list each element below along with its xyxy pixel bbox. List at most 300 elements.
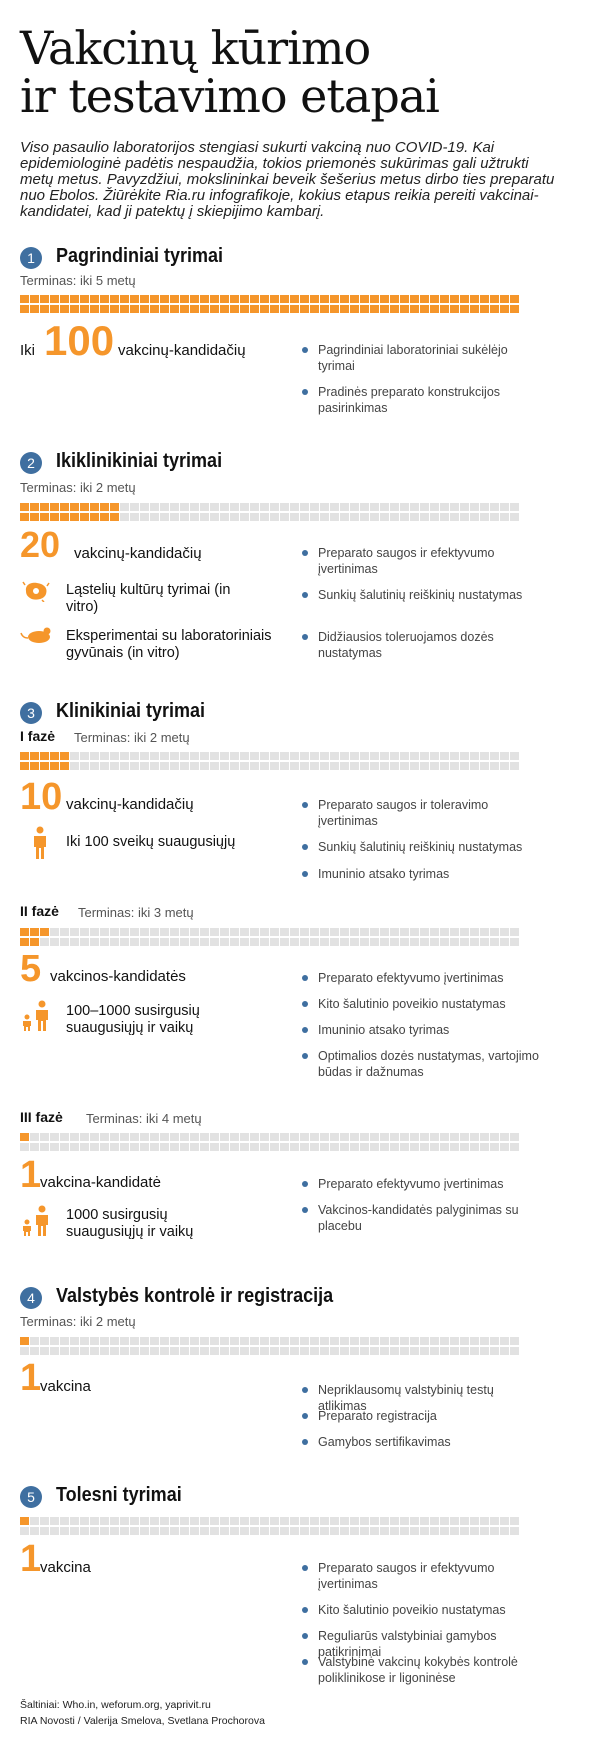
grid-cell [420,752,429,760]
grid-cell [370,1347,379,1355]
grid-cell [40,1143,49,1151]
grid-cell [170,1337,179,1345]
grid-cell [370,928,379,936]
grid-cell [140,762,149,770]
grid-cell [310,1337,319,1345]
grid-cell [90,762,99,770]
grid-cell [180,295,189,303]
grid-cell [460,1347,469,1355]
grid-cell [110,503,119,511]
grid-cell [380,1337,389,1345]
grid-cell [440,1527,449,1535]
grid-cell [420,305,429,313]
grid-cell [470,1143,479,1151]
grid-cell [20,1337,29,1345]
grid-cell [310,928,319,936]
section-5-label: vakcina [40,1559,91,1576]
grid-cell [390,752,399,760]
grid-cell [280,1143,289,1151]
grid-cell [290,752,299,760]
grid-cell [260,938,269,946]
grid-cell [320,1337,329,1345]
grid-cell [40,305,49,313]
grid-cell [260,1337,269,1345]
grid-cell [80,503,89,511]
grid-cell [30,503,39,511]
grid-cell [260,305,269,313]
grid-cell [400,938,409,946]
grid-cell [80,1143,89,1151]
grid-cell [180,1143,189,1151]
grid-cell [370,305,379,313]
adult-child-icon [20,1000,52,1032]
s2-bullet-1: Preparato saugos ir efektyvumo įvertinimas [300,545,540,577]
grid-cell [500,938,509,946]
grid-cell [110,928,119,936]
grid-cell [190,762,199,770]
grid-cell [70,503,79,511]
grid-cell [70,938,79,946]
grid-cell [150,295,159,303]
grid-cell [240,1347,249,1355]
grid-cell [170,513,179,521]
grid-cell [220,752,229,760]
grid-cell [380,305,389,313]
grid-cell [510,295,519,303]
phase-3-label: vakcina-kandidatė [40,1174,161,1191]
grid-cell [210,928,219,936]
grid-cell [410,938,419,946]
grid-cell [90,1517,99,1525]
grid-cell [80,1133,89,1141]
grid-cell [170,503,179,511]
grid-cell [110,938,119,946]
grid-cell [340,1143,349,1151]
grid-cell [120,513,129,521]
grid-cell [360,938,369,946]
grid-cell [100,295,109,303]
grid-cell [120,938,129,946]
grid-cell [210,938,219,946]
grid-cell [20,762,29,770]
grid-cell [360,752,369,760]
grid-cell [90,503,99,511]
grid-cell [250,762,259,770]
grid-cell [150,762,159,770]
p2-bullet-4: Optimalios dozės nustatymas, vartojimo būdas ir dažnumas [300,1048,540,1080]
grid-cell [460,938,469,946]
grid-cell [140,1337,149,1345]
grid-cell [450,305,459,313]
section-5-count: 1 [20,1538,42,1580]
grid-cell [460,928,469,936]
grid-cell [50,752,59,760]
grid-cell [450,1143,459,1151]
grid-cell [220,305,229,313]
section-4-number: 4 [20,1287,42,1309]
grid-cell [470,503,479,511]
grid-cell [390,305,399,313]
grid-cell [140,295,149,303]
section-2-note-2: Eksperimentai su laboratoriniais gyvūnais (in vitro) [66,628,272,661]
grid-cell [30,762,39,770]
grid-cell [220,938,229,946]
grid-cell [470,513,479,521]
grid-cell [140,1143,149,1151]
grid-cell [350,1527,359,1535]
grid-cell [190,305,199,313]
grid-cell [410,305,419,313]
grid-cell [180,513,189,521]
section-1-label: vakcinų-kandidačių [118,342,246,359]
grid-cell [390,1133,399,1141]
grid-cell [360,513,369,521]
grid-cell [150,1527,159,1535]
grid-cell [400,1337,409,1345]
grid-cell [240,938,249,946]
grid-cell [210,1347,219,1355]
grid-cell [300,762,309,770]
grid-cell [280,513,289,521]
grid-cell [120,1347,129,1355]
grid-cell [310,938,319,946]
grid-cell [300,1143,309,1151]
grid-cell [70,513,79,521]
grid-cell [20,1527,29,1535]
footer [20,1697,265,1729]
grid-cell [440,1337,449,1345]
grid-cell [200,762,209,770]
grid-cell [270,1527,279,1535]
grid-cell [240,305,249,313]
grid-cell [240,1337,249,1345]
grid-cell [260,1347,269,1355]
grid-cell [170,928,179,936]
grid-cell [440,1347,449,1355]
s1-bullet-2: Pradinės preparato konstrukcijos pasirinkimas [300,384,540,416]
grid-cell [140,938,149,946]
grid-cell [180,752,189,760]
section-4-count: 1 [20,1357,42,1399]
grid-cell [40,752,49,760]
grid-cell [500,513,509,521]
grid-cell [290,1143,299,1151]
grid-cell [470,752,479,760]
grid-cell [220,1527,229,1535]
grid-cell [480,1143,489,1151]
grid-cell [310,1143,319,1151]
grid-cell [430,938,439,946]
grid-cell [40,928,49,936]
grid-cell [190,938,199,946]
grid-cell [80,1517,89,1525]
grid-cell [250,938,259,946]
grid-cell [380,1527,389,1535]
grid-cell [480,295,489,303]
grid-cell [50,762,59,770]
grid-cell [350,762,359,770]
grid-cell [420,503,429,511]
grid-cell [30,1143,39,1151]
grid-cell [480,1337,489,1345]
grid-cell [330,1347,339,1355]
cell-icon [22,580,50,602]
grid-cell [290,295,299,303]
grid-cell [310,752,319,760]
grid-cell [410,1337,419,1345]
grid-cell [480,305,489,313]
grid-cell [250,928,259,936]
grid-cell [330,928,339,936]
grid-cell [440,938,449,946]
grid-cell [290,503,299,511]
grid-cell [270,513,279,521]
grid-cell [170,752,179,760]
grid-cell [360,305,369,313]
grid-cell [380,1517,389,1525]
grid-cell [90,1347,99,1355]
grid-cell [70,1133,79,1141]
grid-cell [80,938,89,946]
grid-cell [70,295,79,303]
grid-cell [360,295,369,303]
grid-cell [180,1527,189,1535]
grid-cell [120,762,129,770]
grid-cell [410,1527,419,1535]
grid-cell [90,1133,99,1141]
grid-cell [110,513,119,521]
grid-cell [300,1527,309,1535]
grid-cell [440,928,449,936]
grid-cell [200,305,209,313]
grid-cell [340,295,349,303]
grid-cell [80,1337,89,1345]
grid-cell [20,295,29,303]
grid-cell [100,1347,109,1355]
intro-text: Viso pasaulio laboratorijos stengiasi sukurti vakciną nuo COVID-19. Kai epidemiologinė padėtis nespaudžia, tokios priemonės sukūrimas gali užtrukti metų metus. Pavyzdžiui, mokslininkai beveik šešerius metus dirbo ties preparatu nuo Ebolos. Žiūrėkite Ria.ru infografikoje, kokius etapus reikia pereiti vakcinai-kandidatei, kad ji patektų į skiepijimo kambarį. [20,139,555,220]
grid-cell [190,295,199,303]
grid-cell [160,762,169,770]
grid-cell [50,295,59,303]
grid-cell [390,1527,399,1535]
grid-cell [320,295,329,303]
grid-cell [30,938,39,946]
grid-cell [430,1133,439,1141]
grid-cell [290,513,299,521]
grid-cell [40,503,49,511]
grid-cell [210,1143,219,1151]
grid-cell [260,513,269,521]
grid-cell [510,1133,519,1141]
grid-cell [310,1527,319,1535]
title-line-1: Vakcinų kūrimo [20,21,371,75]
grid-cell [90,1527,99,1535]
grid-cell [270,305,279,313]
grid-cell [180,1517,189,1525]
grid-cell [90,752,99,760]
grid-cell [120,305,129,313]
grid-cell [110,305,119,313]
grid-cell [230,928,239,936]
grid-cell [130,1347,139,1355]
grid-cell [290,1133,299,1141]
grid-cell [500,1337,509,1345]
grid-cell [510,938,519,946]
s4-bullet-1: Nepriklausomų valstybinių testų atlikimas [300,1382,540,1414]
grid-cell [390,1143,399,1151]
adult-child-icon-2 [20,1205,52,1237]
grid-cell [340,1133,349,1141]
grid-cell [180,305,189,313]
section-2-number: 2 [20,452,42,474]
grid-cell [200,295,209,303]
phase-3-grid [20,1133,519,1151]
grid-cell [460,762,469,770]
section-2-title: Ikiklinikiniai tyrimai [56,450,223,472]
grid-cell [470,1347,479,1355]
grid-cell [120,1527,129,1535]
grid-cell [50,513,59,521]
grid-cell [80,752,89,760]
grid-cell [20,1347,29,1355]
grid-cell [290,1337,299,1345]
sources: Šaltiniai: Who.in, weforum.org, yaprivit.ru [20,1699,211,1711]
grid-cell [150,503,159,511]
grid-cell [480,752,489,760]
grid-cell [160,928,169,936]
p1-bullet-2: Sunkių šalutinių reiškinių nustatymas [300,839,540,855]
grid-cell [130,503,139,511]
grid-cell [450,1133,459,1141]
grid-cell [450,503,459,511]
section-4-label: vakcina [40,1378,91,1395]
grid-cell [80,762,89,770]
grid-cell [450,295,459,303]
grid-cell [200,1143,209,1151]
grid-cell [220,513,229,521]
grid-cell [510,1347,519,1355]
grid-cell [250,752,259,760]
grid-cell [260,503,269,511]
phase-3-term: Terminas: iki 4 metų [86,1111,202,1126]
grid-cell [30,1337,39,1345]
grid-cell [390,1337,399,1345]
grid-cell [150,928,159,936]
grid-cell [20,1517,29,1525]
grid-cell [110,1143,119,1151]
s5-bullet-3: Reguliarūs valstybiniai gamybos patikrinimai [300,1628,540,1660]
grid-cell [300,1133,309,1141]
grid-cell [110,1347,119,1355]
grid-cell [230,503,239,511]
grid-cell [180,762,189,770]
p1-bullet-3: Imuninio atsako tyrimas [300,866,540,882]
grid-cell [400,1347,409,1355]
grid-cell [80,305,89,313]
grid-cell [340,305,349,313]
grid-cell [290,762,299,770]
grid-cell [250,305,259,313]
grid-cell [60,1143,69,1151]
grid-cell [340,928,349,936]
grid-cell [300,513,309,521]
grid-cell [250,1527,259,1535]
grid-cell [70,1337,79,1345]
grid-cell [20,928,29,936]
grid-cell [460,1143,469,1151]
grid-cell [30,1517,39,1525]
grid-cell [420,1133,429,1141]
section-1-title: Pagrindiniai tyrimai [56,245,224,267]
grid-cell [50,938,59,946]
grid-cell [480,513,489,521]
grid-cell [430,295,439,303]
grid-cell [150,1133,159,1141]
grid-cell [160,1337,169,1345]
grid-cell [320,513,329,521]
grid-cell [470,928,479,936]
grid-cell [180,503,189,511]
grid-cell [480,1517,489,1525]
section-2-count: 20 [20,524,61,565]
grid-cell [190,1517,199,1525]
grid-cell [270,503,279,511]
grid-cell [320,928,329,936]
grid-cell [320,938,329,946]
grid-cell [370,1527,379,1535]
grid-cell [190,1143,199,1151]
grid-cell [260,928,269,936]
grid-cell [130,762,139,770]
grid-cell [360,1527,369,1535]
section-5-number: 5 [20,1486,42,1508]
grid-cell [20,503,29,511]
section-1-term: Terminas: iki 5 metų [20,273,136,288]
grid-cell [130,928,139,936]
section-3-title: Klinikiniai tyrimai [56,700,206,722]
grid-cell [420,762,429,770]
grid-cell [50,1527,59,1535]
grid-cell [350,1347,359,1355]
grid-cell [210,1133,219,1141]
grid-cell [330,305,339,313]
grid-cell [310,1347,319,1355]
grid-cell [260,1527,269,1535]
grid-cell [390,1517,399,1525]
s5-bullet-1: Preparato saugos ir efektyvumo įvertinimas [300,1560,540,1592]
grid-cell [310,305,319,313]
grid-cell [440,1133,449,1141]
grid-cell [30,295,39,303]
grid-cell [470,938,479,946]
grid-cell [420,928,429,936]
grid-cell [60,1133,69,1141]
grid-cell [370,752,379,760]
grid-cell [400,762,409,770]
grid-cell [230,513,239,521]
grid-cell [390,503,399,511]
grid-cell [480,1133,489,1141]
grid-cell [380,1133,389,1141]
phase-1-grid [20,752,519,770]
phase-3-note: 1000 susirgusių suaugusiųjų ir vaikų [66,1207,194,1240]
grid-cell [470,1133,479,1141]
grid-cell [380,503,389,511]
grid-cell [460,1517,469,1525]
grid-cell [300,503,309,511]
grid-cell [270,1337,279,1345]
grid-cell [400,1143,409,1151]
